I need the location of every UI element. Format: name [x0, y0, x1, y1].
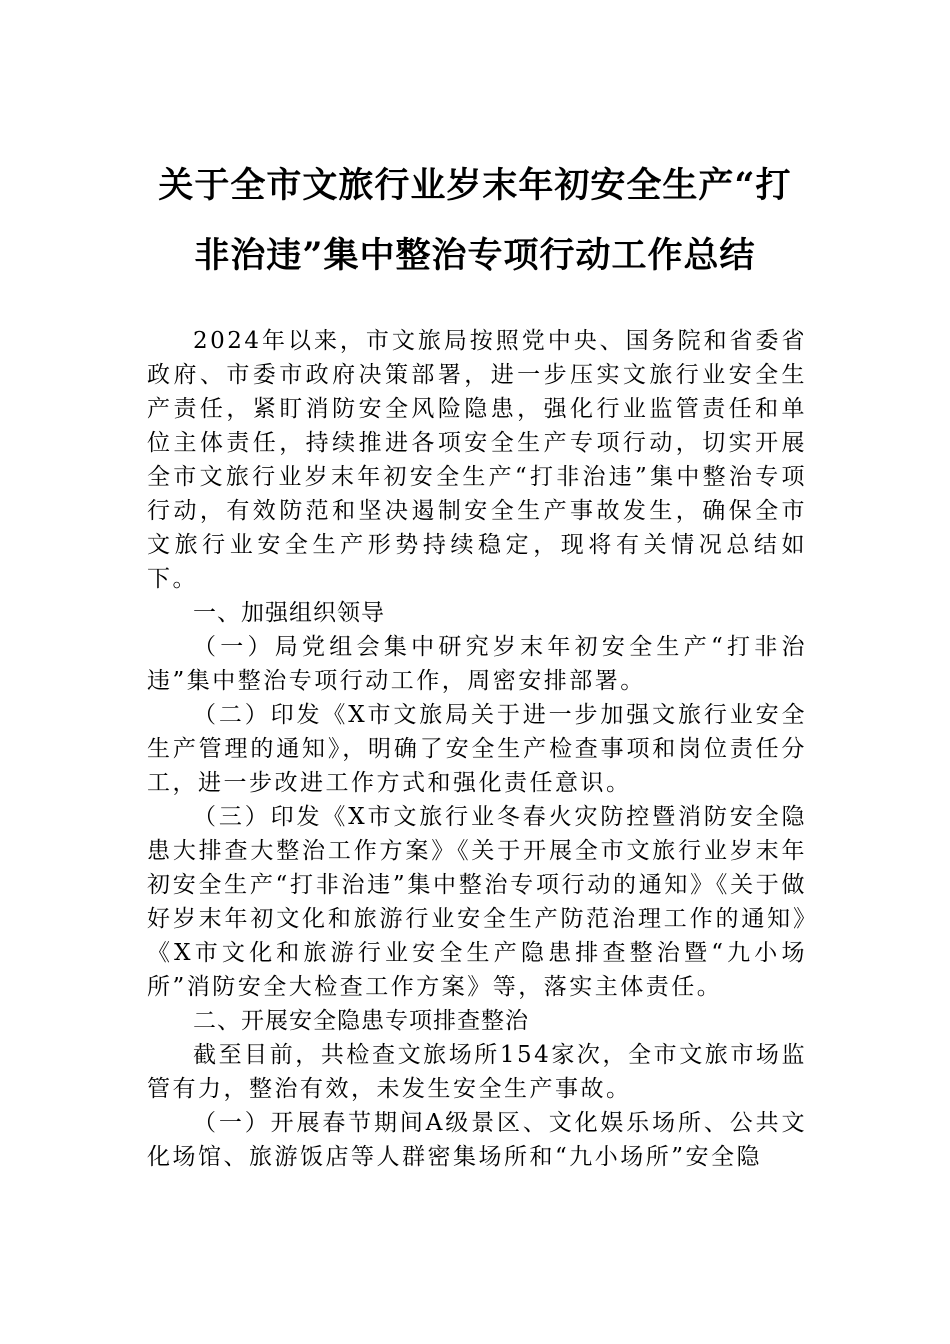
document-body: [147, 324, 807, 1174]
document-title-line-1: 关于全市文旅行业岁末年初安全生产“打: [158, 165, 792, 206]
section-1-item-2: （二）印发《X市文旅局关于进一步加强文旅行业安全生产管理的通知》，明确了安全生产检查事项和岗位责任分工，进一步改进工作方式和强化责任意识。: [147, 702, 807, 796]
section-2-item-1: （一）开展春节期间A级景区、文化娱乐场所、公共文化场馆、旅游饭店等人群密集场所和“九小场所”安全隐: [147, 1110, 807, 1170]
section-1-item-1: （一）局党组会集中研究岁末年初安全生产“打非治违”集中整治专项行动工作，周密安排部署。: [147, 634, 807, 694]
section-1-item-3: （三）印发《X市文旅行业冬春火灾防控暨消防安全隐患大排查大整治工作方案》《关于开展全市文旅行业岁末年初安全生产“打非治违”集中整治专项行动的通知》《关于做好岁末年初文化和旅游行业安全生产防范治理工作的通知》《X市文化和旅游行业安全生产隐患排查整治暨“九小场所”消防安全大检查工作方案》等，落实主体责任。: [147, 804, 807, 1000]
intro-paragraph: 2024年以来，市文旅局按照党中央、国务院和省委省政府、市委市政府决策部署，进一步压实文旅行业安全生产责任，紧盯消防安全风险隐患，强化行业监管责任和单位主体责任，持续推进各项安全生产专项行动，切实开展全市文旅行业岁末年初安全生产“打非治违”集中整治专项行动，有效防范和坚决遏制安全生产事故发生，确保全市文旅行业安全生产形势持续稳定，现将有关情况总结如下。: [147, 328, 807, 592]
document-title-line-2: 非治违”集中整治专项行动工作总结: [194, 235, 756, 276]
section-2-heading: 二、开展安全隐患专项排查整治: [193, 1008, 529, 1034]
section-2-summary: 截至目前，共检查文旅场所154家次，全市文旅市场监管有力，整治有效，未发生安全生产事故。: [147, 1042, 807, 1102]
section-1-heading: 一、加强组织领导: [193, 600, 385, 626]
